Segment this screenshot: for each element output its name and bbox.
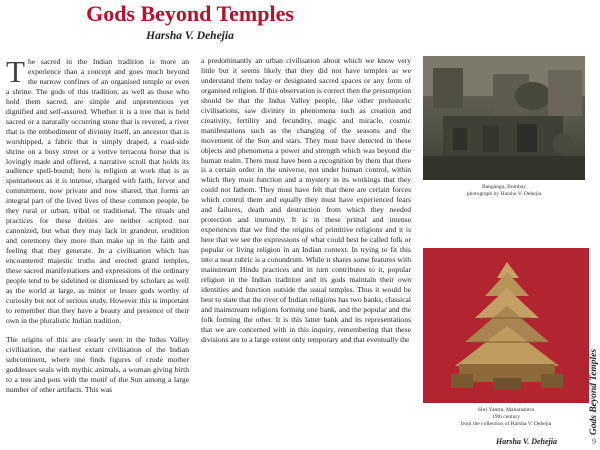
paragraph-2: The origins of this are clearly seen in the Indus Valley civilisation, the earliest extant civilisation of the Indian subcontinent, where one finds figures of crude mother goddesses seals with mythic animals, a woman giving birth to a tree and pots with the motif of the Sun among a large number of other artifacts. This was (6, 334, 189, 394)
shri-yantra-graphic (423, 248, 589, 403)
paragraph-3: a predominantly an urban civilisation about which we know very little but it seems likely that they did not have temples as we understand them today or designated sacred spaces or any form of organised religion. If this observation is correct then the presumption should be that the Indus Valley people, like other prehistoric civilisations, saw divinity in phenomena such as creation and creativity, fertility and fecundity, magic and miracle, cosmic manifestations such as the changing of the seasons and the movement of the Sun and stars. They must have detected in these objects and phenomena a power and strength which was beyond the human realm. There must have been a recognition by them that there is a certain order in the universe, not under human control, within which they must function and a mystery in its workings that they could not fathom. They must have felt that there are certain forces which control them and equally they must have experienced fears and failures, death and destruction from which they needed protection and immunity. It is in these primal and intense experiences that we find the origins of primitive religions and it is here that we see the expressions of what could best be called folk or popular or living religion in an Indian context. In trying to fit this into a neat rubric is a conundrum. While it shares some features with mainstream Hindu practices and in turn contributes to it, popular religion in the Indian tradition and its gods maintain their own identities and function outside the usual temples. Thus it would be best to state that the river of Indian religions has two banks, classical and mainstream religions forming one bank, and the popular and the folk forming the other. It is this latter bank and its representations that we are concerned with in this inquiry, remembering that these divisions are to a large extent only temporary and that eventually the (201, 56, 411, 344)
side-running-title-text: Gods Beyond Temples (589, 348, 599, 436)
shri-yantra-caption-line3: from the collection of Harsha V. Dehejia (460, 421, 552, 427)
banganga-caption-line1: Banganga, Bombay (481, 184, 527, 190)
shri-yantra-caption (423, 407, 589, 428)
banganga-caption-line2: photograph by Harsha V. Dehejia (466, 191, 542, 197)
banganga-caption (423, 184, 585, 198)
text-column-left (6, 54, 189, 403)
text-column-middle (201, 56, 411, 354)
shri-yantra-photo (423, 248, 589, 403)
paragraph-1: he sacred in the Indian tradition is more an experience than a concept and goes much beyond the narrow confines of an organised temple or even a shrine. The gods of this tradition, as well as those who hold them sacred, are simple and unpretentious yet dignified and self-assured. Whether it is a tree that is held sacred or a naturally occurring stone that is revered, a river that is the embodiment of divinity itself, an ancestor that is worshipped, a fabric that is simply draped, a road-side shrine on a busy street or a votive terracota horse that is lovingly made and offered, a narrative scroll that holds its audience spell-bound; here is religion at work that is as spontaneous as it is intense, charged with faith, fervor and commitment, now private and now shared, that forms an integral part of the lived lives of these common people, be they rural or urban, tribal or traditional. The rituals and practices for these deities are neither scripted nor canonized, but what they may lack in grandeur, erudition and ceremony they more than make up in the faith and feeling that they generate. In a civilisation which has encountered majestic truths and erected grand temples, these sacred manifestations and expressions of the ordinary people tend to be sidelined or dismissed by scholars as well as the world at large, as minor or lesser gods worthy of curiosity but not of serious study. However this is important to remember that they have a beauty and presence of their own in the pluralistic Indian tradition. (6, 57, 189, 325)
footer-author: Harsha V. Dehejia (496, 437, 557, 446)
drop-cap: T (6, 54, 25, 89)
shri-yantra-caption-line1: Shri Yantra, Maharashtra (478, 407, 534, 413)
side-running-title (586, 342, 600, 442)
page-number: 9 (592, 437, 596, 446)
banganga-photo-graphic (423, 56, 585, 180)
shri-yantra-caption-line2: 19th century (491, 414, 521, 420)
article-title: Gods Beyond Temples (86, 1, 294, 26)
banganga-photo (423, 56, 585, 180)
article-author: Harsha V. Dehejia (146, 30, 234, 42)
